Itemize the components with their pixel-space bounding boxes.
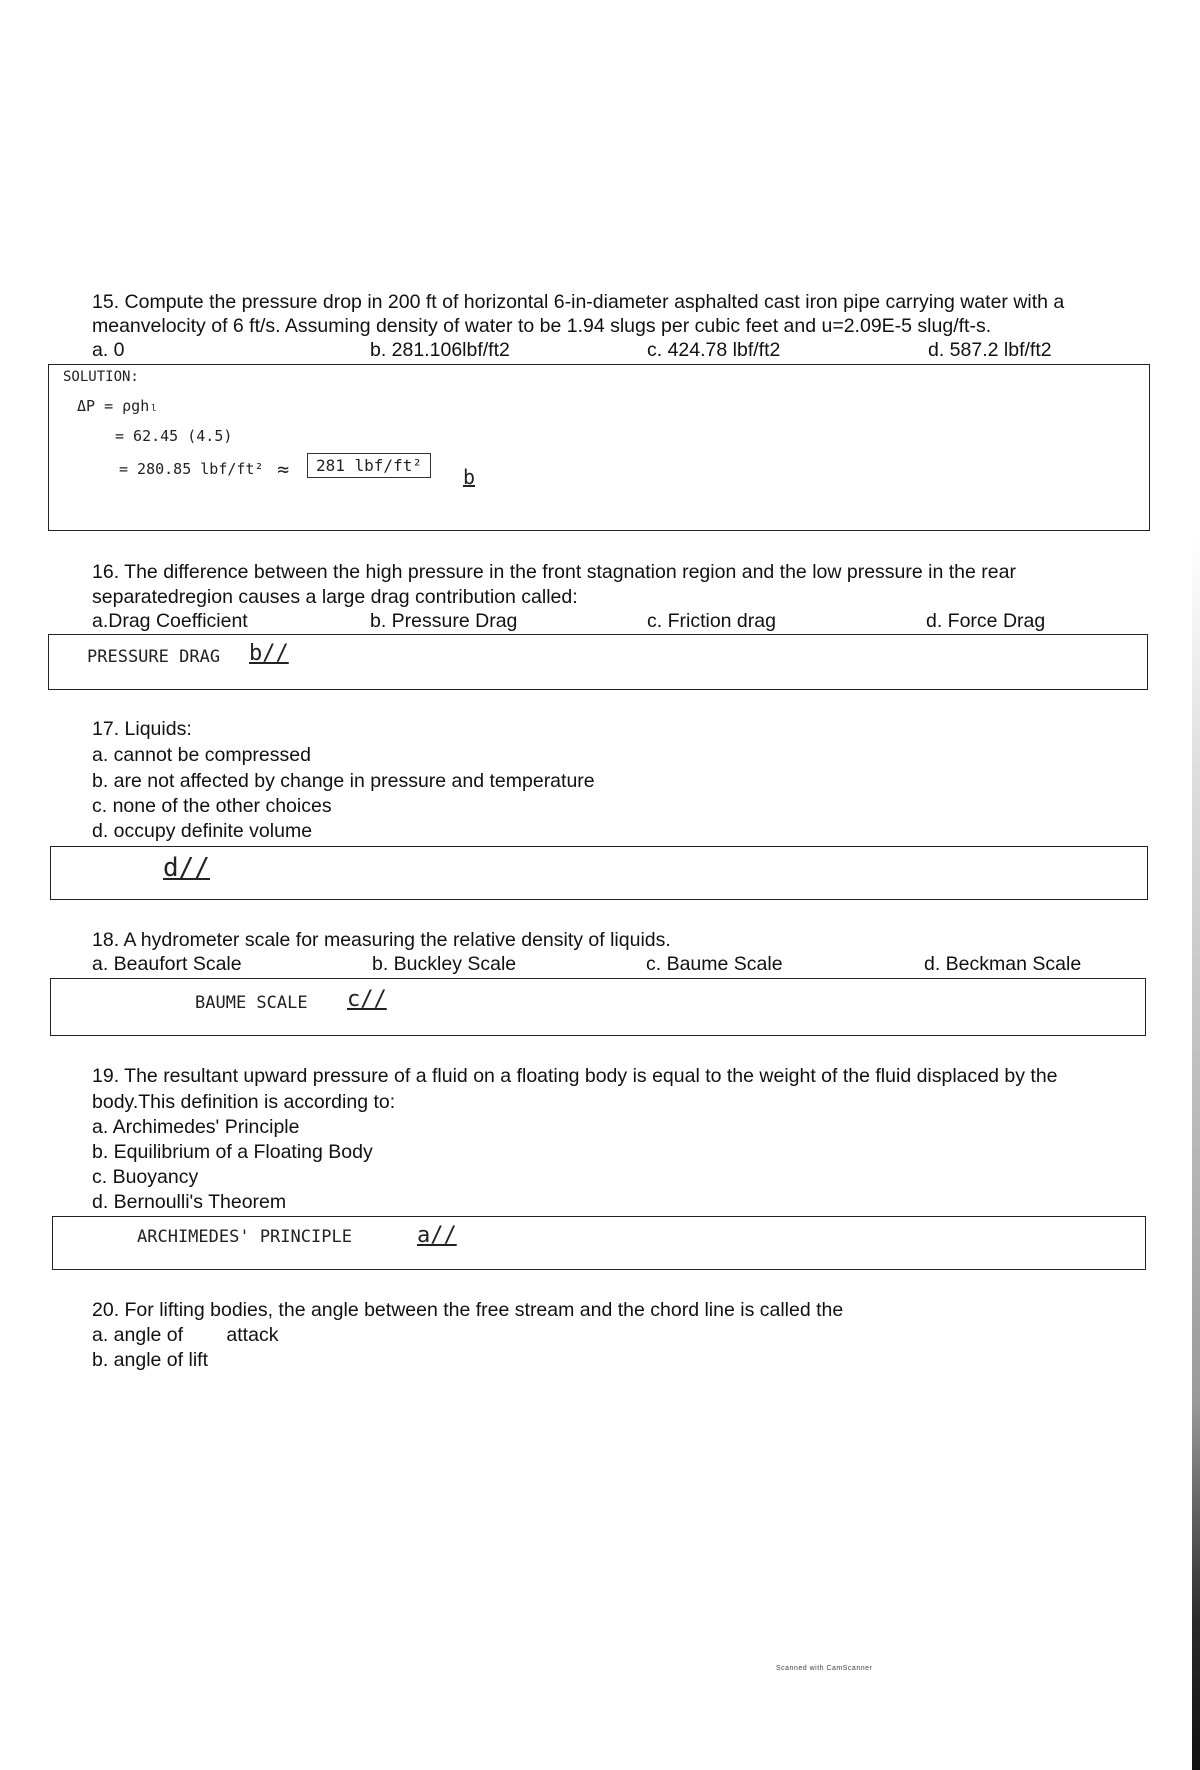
q15-option-b: b. 281.106lbf/ft2 bbox=[370, 339, 510, 361]
q15-option-c: c. 424.78 lbf/ft2 bbox=[647, 339, 781, 361]
q18-option-d: d. Beckman Scale bbox=[924, 953, 1082, 975]
q18-option-c: c. Baume Scale bbox=[646, 953, 783, 975]
q16-option-c: c. Friction drag bbox=[647, 610, 776, 632]
q17-answer-letter: d// bbox=[163, 853, 210, 883]
q15-stem-line2: meanvelocity of 6 ft/s. Assuming density of water to be 1.94 slugs per cubic feet and u=2.09E-5 slug/ft-s. bbox=[92, 315, 992, 337]
q16-answer-letter: b// bbox=[249, 641, 289, 666]
q19-option-a: a. Archimedes' Principle bbox=[92, 1116, 300, 1138]
q16-option-a: a.Drag Coefficient bbox=[92, 610, 248, 632]
q17-option-b: b. are not affected by change in pressure and temperature bbox=[92, 770, 595, 792]
q16-answer-text: PRESSURE DRAG bbox=[87, 647, 221, 667]
q19-option-c: c. Buoyancy bbox=[92, 1166, 199, 1188]
q20-option-b: b. angle of lift bbox=[92, 1349, 208, 1371]
q16-option-b: b. Pressure Drag bbox=[370, 610, 518, 632]
q19-answer-box bbox=[52, 1216, 1146, 1270]
q15-stem-line1: 15. Compute the pressure drop in 200 ft of horizontal 6-in-diameter asphalted cast iron pipe carrying water with a bbox=[92, 291, 1065, 313]
q18-stem: 18. A hydrometer scale for measuring the relative density of liquids. bbox=[92, 929, 671, 951]
q16-answer-box bbox=[48, 634, 1148, 690]
solution-step-2: = 62.45 (4.5) bbox=[115, 427, 233, 445]
q15-option-a: a. 0 bbox=[92, 339, 125, 361]
q17-answer-box bbox=[50, 846, 1148, 900]
q18-option-b: b. Buckley Scale bbox=[372, 953, 517, 975]
q16-stem-line1: 16. The difference between the high pressure in the front stagnation region and the low pressure in the rear bbox=[92, 561, 1016, 583]
q15-option-d: d. 587.2 lbf/ft2 bbox=[928, 339, 1052, 361]
q19-answer-letter: a// bbox=[417, 1223, 457, 1248]
q17-option-d: d. occupy definite volume bbox=[92, 820, 313, 842]
q19-option-d: d. Bernoulli's Theorem bbox=[92, 1191, 287, 1213]
boxed-result: 281 lbf/ft² bbox=[307, 453, 431, 478]
solution-heading: SOLUTION: bbox=[63, 369, 139, 385]
q20-option-a: a. angle of attack bbox=[92, 1324, 279, 1346]
q17-stem: 17. Liquids: bbox=[92, 718, 192, 740]
solution-step-3: = 280.85 lbf/ft² bbox=[119, 460, 264, 478]
solution-step-1: ΔP = ρghₗ bbox=[77, 397, 159, 415]
q20-stem: 20. For lifting bodies, the angle between the free stream and the chord line is called the bbox=[92, 1299, 844, 1321]
q15-options bbox=[92, 339, 1120, 363]
approx-sign: ≈ bbox=[277, 457, 290, 481]
q18-option-a: a. Beaufort Scale bbox=[92, 953, 242, 975]
q19-answer-text: ARCHIMEDES' PRINCIPLE bbox=[137, 1227, 352, 1247]
q19-stem-line2: body.This definition is according to: bbox=[92, 1091, 396, 1113]
q19-option-b: b. Equilibrium of a Floating Body bbox=[92, 1141, 373, 1163]
q16-options bbox=[92, 610, 1120, 634]
q17-option-a: a. cannot be compressed bbox=[92, 744, 311, 766]
scan-edge-shadow bbox=[1188, 540, 1200, 1770]
q19-stem-line1: 19. The resultant upward pressure of a fluid on a floating body is equal to the weight of the fluid displaced by the bbox=[92, 1065, 1058, 1087]
q16-option-d: d. Force Drag bbox=[926, 610, 1046, 632]
q15-answer-letter: b bbox=[463, 465, 476, 489]
q18-answer-text: BAUME SCALE bbox=[195, 993, 308, 1013]
q16-stem-line2: separatedregion causes a large drag contribution called: bbox=[92, 586, 578, 608]
q18-answer-box bbox=[50, 978, 1146, 1036]
q15-answer-box bbox=[48, 364, 1150, 531]
q18-options bbox=[92, 953, 1120, 977]
q17-option-c: c. none of the other choices bbox=[92, 795, 332, 817]
scanner-watermark: Scanned with CamScanner bbox=[776, 1665, 873, 1672]
q18-answer-letter: c// bbox=[347, 987, 387, 1012]
